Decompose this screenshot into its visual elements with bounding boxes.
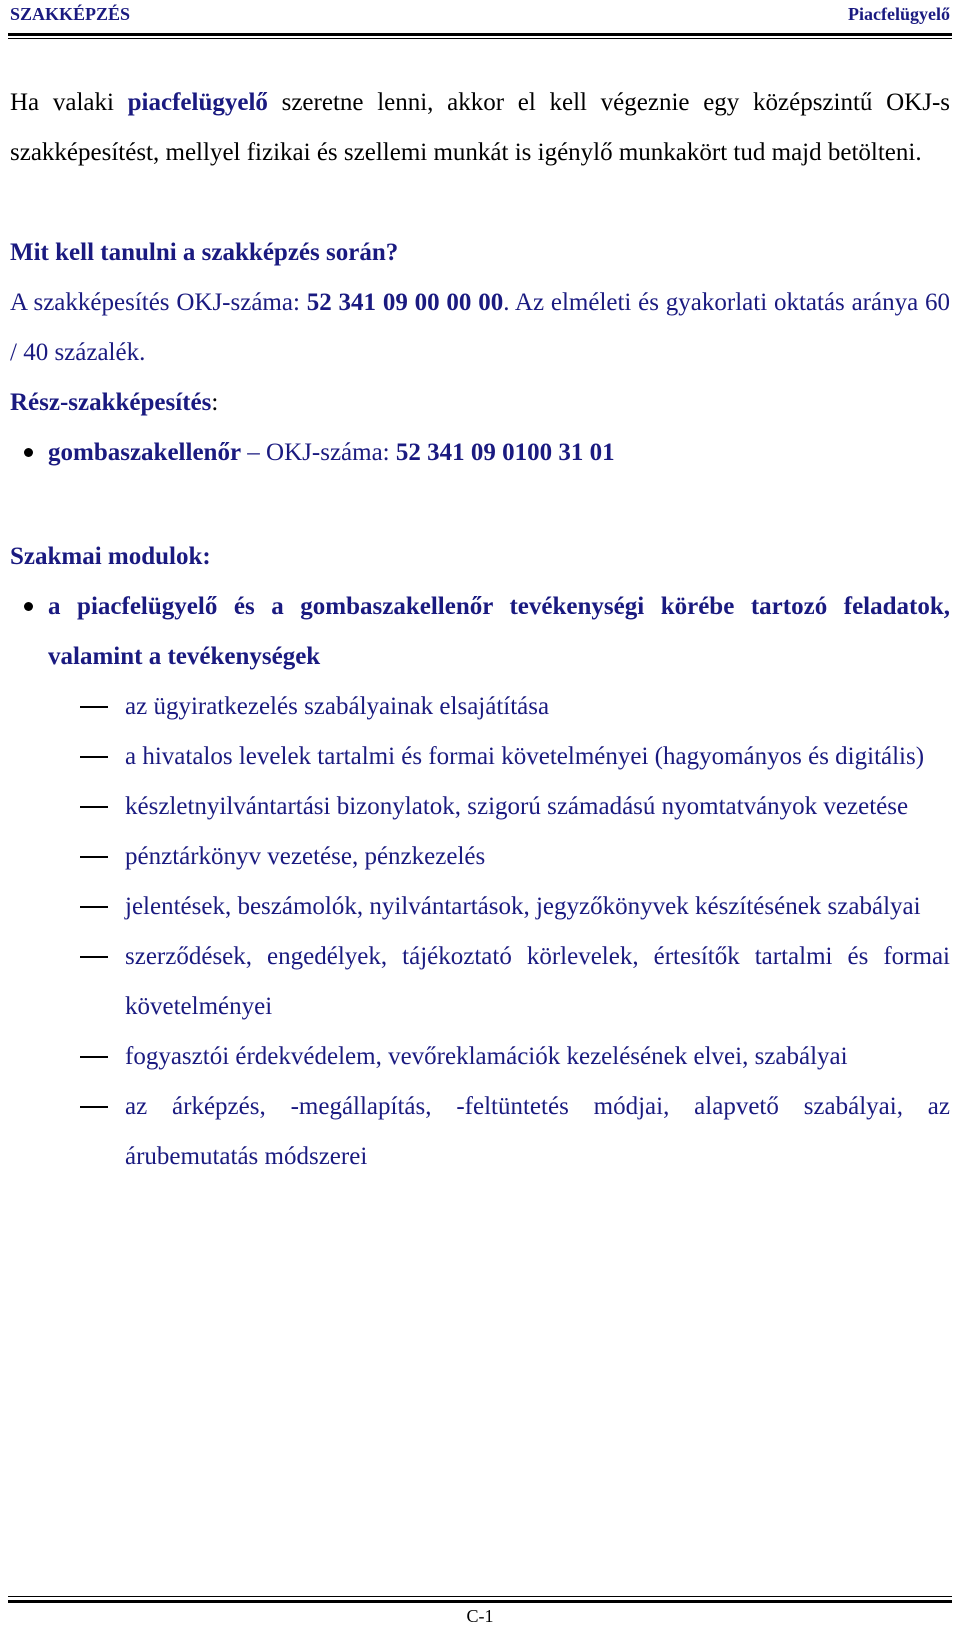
partial-item-number: 52 341 09 0100 31 01 xyxy=(395,439,615,466)
bullet-icon xyxy=(24,602,33,611)
bullet-icon xyxy=(24,448,33,457)
list-item xyxy=(10,732,950,782)
header-document-title: Piacfelügyelő xyxy=(848,4,950,24)
page-number: C-1 xyxy=(466,1606,494,1626)
module-subitem: fogyasztói érdekvédelem, vevőreklamációk kezelésének elvei, szabályai xyxy=(125,1043,848,1070)
intro-text-start: Ha valaki xyxy=(10,89,128,116)
module-main-item: a piacfelügyelő és a gombaszakellenőr tevékenységi körébe tartozó feladatok, valamint a tevékenységek xyxy=(48,593,950,670)
header-rule-thin xyxy=(8,38,952,39)
intro-profession: piacfelügyelő xyxy=(127,89,268,116)
section-heading-modules: Szakmai modulok: xyxy=(10,543,211,570)
partial-item-name: gombaszakellenőr xyxy=(48,439,242,466)
spacer xyxy=(10,478,950,532)
footer-rule-thin xyxy=(8,1596,952,1597)
partial-heading-colon: : xyxy=(211,389,219,416)
module-subitem: szerződések, engedélyek, tájékoztató körlevelek, értesítők tartalmi és formai követelményei xyxy=(125,943,950,1020)
section-heading-learning: Mit kell tanulni a szakképzés során? xyxy=(10,239,399,266)
okj-ratio-text: . Az elméleti és gyakorlati oktatás aránya 60 / 40 százalék. xyxy=(10,289,950,366)
module-subitem: a hivatalos levelek tartalmi és formai követelményei (hagyományos és digitális) xyxy=(125,743,925,770)
dash-icon xyxy=(80,856,108,858)
list-item xyxy=(10,932,950,1032)
okj-number: 52 341 09 00 00 00 xyxy=(306,289,504,316)
okj-paragraph xyxy=(10,278,950,378)
list-item xyxy=(10,832,950,882)
header-rule xyxy=(8,33,952,36)
okj-label: A szakképesítés OKJ-száma: xyxy=(10,289,307,316)
module-subitem: az árképzés, -megállapítás, -feltüntetés módjai, alapvető szabályai, az árubemutatás módszerei xyxy=(125,1093,950,1170)
spacer xyxy=(10,178,950,228)
partial-heading-text: Rész-szakképesítés xyxy=(10,389,212,416)
list-item xyxy=(10,1082,950,1182)
document-body xyxy=(10,78,950,1182)
dash-icon xyxy=(80,756,108,758)
list-item xyxy=(10,682,950,732)
intro-paragraph xyxy=(10,78,950,178)
intro-text-end: szeretne lenni, akkor el kell végeznie egy középszintű OKJ-s szakképesítést, mellyel fizikai és szellemi munkát is igénylő munkakört tud majd betölteni. xyxy=(10,89,950,166)
module-subitem: az ügyiratkezelés szabályainak elsajátítása xyxy=(125,693,550,720)
partial-qualification-heading xyxy=(10,378,950,428)
dash-icon xyxy=(80,806,108,808)
list-item xyxy=(10,782,950,832)
module-subitem: készletnyilvántartási bizonylatok, szigorú számadású nyomtatványok vezetése xyxy=(125,793,909,820)
footer-rule xyxy=(8,1600,952,1603)
dash-icon xyxy=(80,1106,108,1108)
list-item xyxy=(10,582,950,682)
dash-icon xyxy=(80,706,108,708)
dash-icon xyxy=(80,956,108,958)
dash-icon xyxy=(80,906,108,908)
header-section-title: SZAKKÉPZÉS xyxy=(10,4,131,24)
list-item xyxy=(10,428,950,478)
page-header xyxy=(10,0,950,30)
list-item xyxy=(10,1032,950,1082)
module-subitem: pénztárkönyv vezetése, pénzkezelés xyxy=(125,843,486,870)
partial-item-separator: – OKJ-száma: xyxy=(241,439,396,466)
list-item xyxy=(10,882,950,932)
module-subitem: jelentések, beszámolók, nyilvántartások, jegyzőkönyvek készítésének szabályai xyxy=(125,893,921,920)
dash-icon xyxy=(80,1056,108,1058)
